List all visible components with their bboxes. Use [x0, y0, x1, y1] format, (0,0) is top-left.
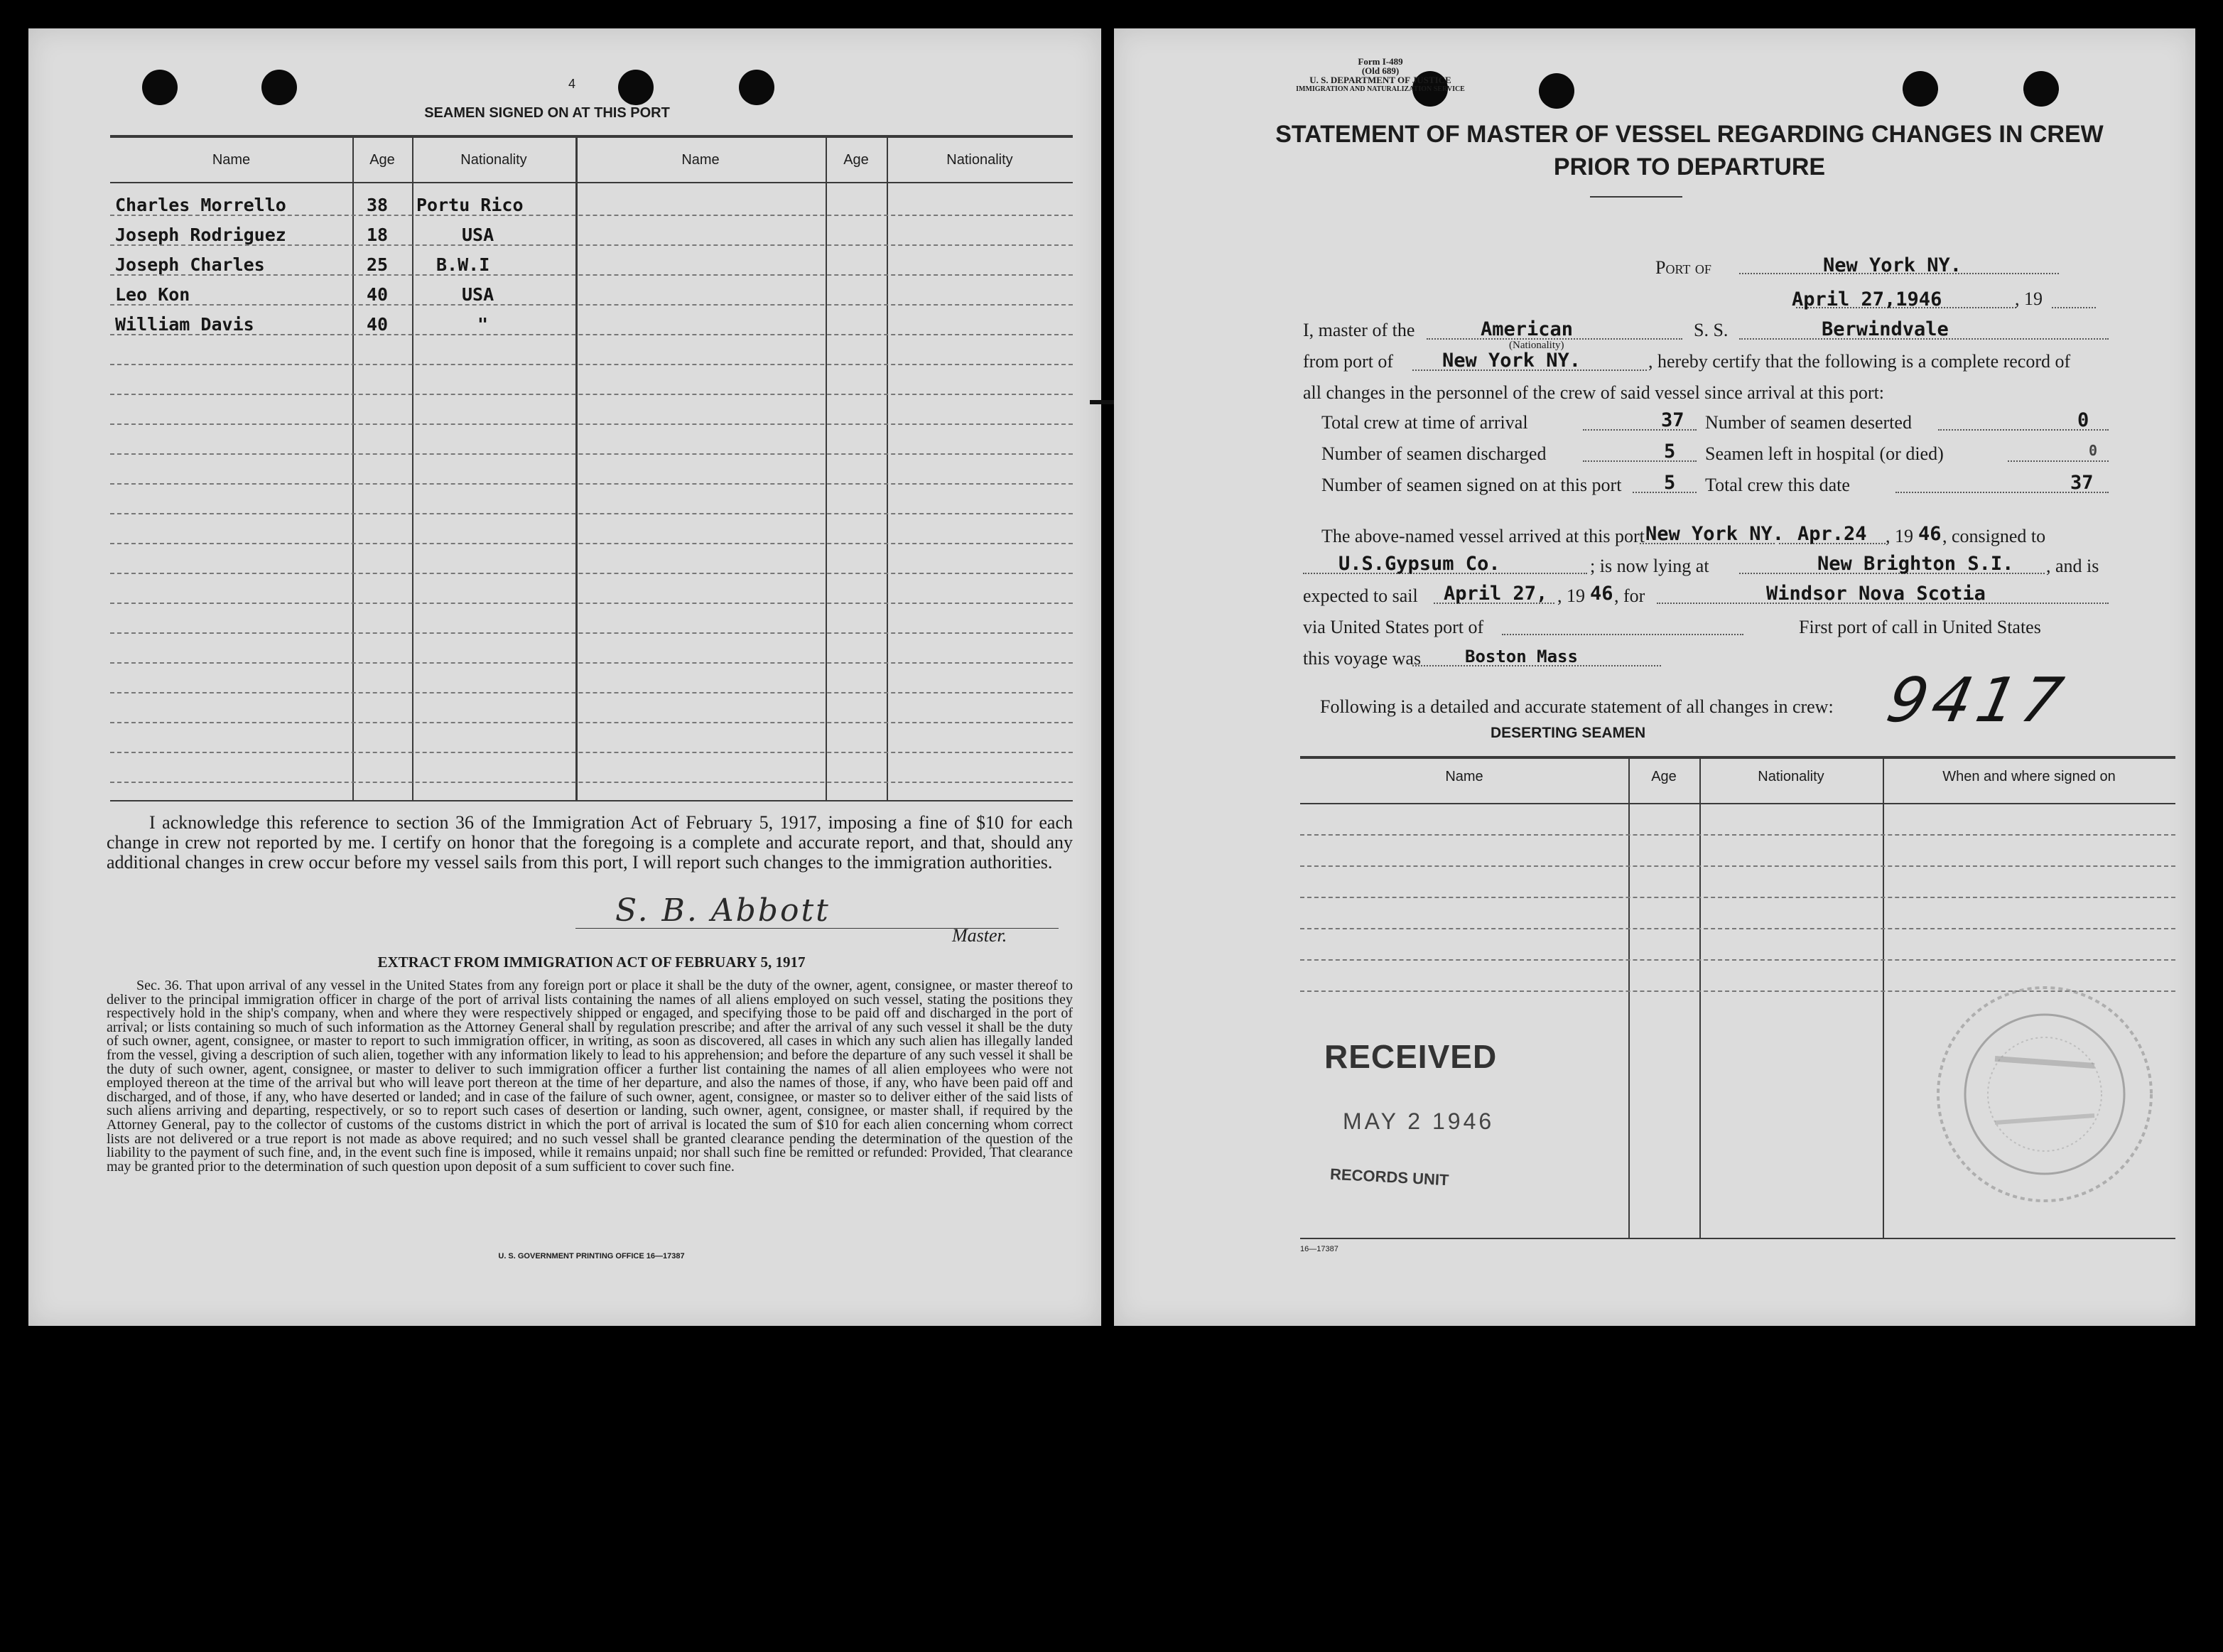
table-divider — [826, 136, 827, 800]
and-is-text: , and is — [2046, 556, 2099, 576]
arrived-text: The above-named vessel arrived at this port — [1321, 526, 1645, 546]
changes-text: all changes in the personnel of the crew of said vessel since arrival at this port: — [1303, 382, 1885, 403]
table-divider — [1699, 757, 1701, 1238]
row-rule — [110, 304, 1073, 306]
sail-date: April 27, — [1444, 583, 1548, 605]
table-cell-nationality: Portu Rico — [416, 195, 524, 215]
col-header-age-2: Age — [843, 152, 869, 168]
table-cell-name: Leo Kon — [115, 284, 190, 305]
received-date-stamp: MAY 2 1946 — [1343, 1108, 1495, 1134]
for-text: , for — [1614, 585, 1645, 606]
table-cell-name: Joseph Charles — [115, 254, 265, 275]
deserting-col-name: Name — [1445, 769, 1483, 784]
punch-hole — [261, 70, 297, 105]
table-cell-name: Charles Morrello — [115, 195, 286, 215]
col-header-nationality: Nationality — [460, 152, 527, 168]
row-rule — [1300, 897, 2175, 898]
lying-text: ; is now lying at — [1590, 556, 1709, 576]
row-rule — [1300, 865, 2175, 867]
via-text: via United States port of — [1303, 617, 1484, 637]
left-page — [28, 28, 1101, 1326]
row-rule — [110, 752, 1073, 753]
ship-name: Berwindvale — [1822, 318, 1949, 340]
arrived-year: 46 — [1918, 523, 1942, 545]
title-line-1: STATEMENT OF MASTER OF VESSEL REGARDING CHANGES IN CREW — [1275, 121, 2104, 148]
row-rule — [1300, 834, 2175, 836]
acknowledgement-text: I acknowledge this reference to section 36 of the Immigration Act of February 5, 1917, imposing a fine of $10 for each change in crew not reported by me. I certify on honor that the foregoing is a complete and accurate report, and that, should any additional changes in crew occur before my vessel sails from this port, I will report such changes to the immigration authorities. — [107, 812, 1073, 873]
punch-hole — [2023, 71, 2059, 107]
table-divider — [412, 136, 413, 800]
form-old-number: (Old 689) — [1361, 65, 1400, 76]
stat-right-value: 0 — [2077, 409, 2089, 431]
row-rule — [110, 573, 1073, 574]
sail-year-prefix: , 19 — [1557, 585, 1585, 606]
following-text: Following is a detailed and accurate statement of all changes in crew: — [1320, 696, 1834, 717]
deserting-col-age: Age — [1651, 769, 1677, 784]
printing-office: U. S. GOVERNMENT PRINTING OFFICE 16—17387 — [498, 1252, 685, 1260]
stat-right-label: Number of seamen deserted — [1705, 412, 1912, 433]
footer-code: 16—17387 — [1300, 1245, 1338, 1253]
document-title — [1256, 118, 2123, 183]
port-label: Port of — [1655, 257, 1711, 278]
table-cell-nationality: " — [477, 314, 489, 335]
row-rule — [110, 662, 1073, 664]
date-suffix: , 19 — [2015, 288, 2043, 309]
arrived-year-prefix: , 19 — [1886, 526, 1913, 546]
year-fill — [2052, 307, 2096, 308]
department: U. S. DEPARTMENT OF JUSTICE — [1309, 75, 1451, 85]
service: IMMIGRATION AND NATURALIZATION SERVICE — [1296, 85, 1465, 93]
arrived-date: Apr.24 — [1797, 523, 1867, 545]
form-number: Form I-489 — [1358, 56, 1403, 67]
punch-hole — [618, 70, 654, 105]
first-port-text: First port of call in United States — [1799, 617, 2041, 637]
row-rule — [110, 722, 1073, 723]
master-of-label: I, master of the — [1303, 320, 1415, 340]
page-number: 4 — [568, 77, 576, 91]
via-fill — [1502, 634, 1743, 635]
deserting-header-rule — [1300, 803, 2175, 804]
table-cell-nationality: B.W.I — [436, 254, 490, 275]
table-header-rule — [110, 182, 1073, 183]
stat-right-label: Seamen left in hospital (or died) — [1705, 443, 1944, 464]
row-rule — [110, 394, 1073, 395]
ss-label: S. S. — [1694, 320, 1729, 340]
master-label: Master. — [952, 925, 1007, 946]
certify-text: , hereby certify that the following is a complete record of — [1648, 351, 2071, 372]
section-title: SEAMEN SIGNED ON AT THIS PORT — [424, 105, 670, 121]
row-rule — [110, 782, 1073, 783]
form-header — [1292, 57, 1469, 94]
table-cell-nationality: USA — [462, 225, 494, 245]
first-port-value: Boston Mass — [1465, 647, 1578, 666]
master-signature: S. B. Abbott — [615, 892, 831, 929]
table-top-rule — [110, 135, 1073, 138]
punch-hole — [142, 70, 178, 105]
stat-right-value: 37 — [2070, 472, 2094, 494]
date-value: April 27,1946 — [1792, 288, 1942, 311]
from-port-label: from port of — [1303, 351, 1394, 372]
row-rule — [1300, 928, 2175, 929]
from-port-value: New York NY. — [1442, 350, 1581, 372]
deserting-table-bottom — [1300, 1238, 2175, 1239]
table-bottom-rule — [110, 800, 1073, 801]
row-rule — [110, 423, 1073, 425]
stat-right-label: Total crew this date — [1705, 475, 1850, 495]
table-divider — [1883, 757, 1884, 1238]
table-divider — [352, 136, 354, 800]
lying-at: New Brighton S.I. — [1817, 553, 2014, 575]
consignee: U.S.Gypsum Co. — [1338, 553, 1500, 575]
port-value: New York NY. — [1823, 254, 1962, 276]
table-cell-age: 40 — [367, 284, 389, 305]
deserting-title: DESERTING SEAMEN — [1491, 725, 1646, 741]
table-cell-age: 25 — [367, 254, 389, 275]
circular-seal — [1917, 966, 2173, 1222]
row-rule — [110, 632, 1073, 634]
punch-hole — [1903, 71, 1938, 107]
records-unit-stamp: RECORDS UNIT — [1329, 1165, 1450, 1189]
table-cell-nationality: USA — [462, 284, 494, 305]
nationality-value: American — [1481, 318, 1574, 340]
table-divider — [1628, 757, 1630, 1238]
right-page — [1114, 28, 2195, 1326]
punch-hole — [1539, 73, 1574, 109]
table-cell-age: 38 — [367, 195, 389, 215]
row-rule — [110, 334, 1073, 335]
table-cell-age: 18 — [367, 225, 389, 245]
row-rule — [1300, 959, 2175, 961]
col-header-age: Age — [369, 152, 395, 168]
stat-value: 5 — [1664, 472, 1676, 494]
nationality-caption: (Nationality) — [1509, 340, 1564, 351]
stat-fill — [1583, 460, 1697, 462]
extract-text: Sec. 36. That upon arrival of any vessel in the United States from any foreign port or place it shall be the duty of the owner, agent, consignee, or master thereof to deliver to the principal immigration officer in charge of the port of arrival lists containing the names of all aliens employed on such vessel, stating the positions they respectively hold in the ship's company, when and where they were respectively shipped or engaged, and specifying those to be paid off and discharged in the port of arrival; or lists containing so much of such information as the Attorney General shall by regulation prescribe; and after the arrival of any such vessel it shall be the duty of such owner, agent, consignee, or master to report to such immigration officer, in writing, as soon as discovered, all cases in which any such alien has illegally landed from the vessel, giving a description of such alien, together with any information likely to lead to his apprehension; and before the departure of any such vessel it shall be the duty of such owner, agent, consignee, or master to deliver to such immigration officer a further list containing the names of all alien employees who were not employed thereon at the time of the arrival but who will leave port thereon at the time of her departure, and also the names of those, if any, who have been paid off and discharged, and of those, if any, who have deserted or landed; and in case of the failure of such owner, agent, consignee, or master so to deliver either of the said lists of such aliens arriving and departing, respectively, or so to report such cases of desertion or landing, such owner, agent, consignee, or master shall, if required by the Attorney General, pay to the collector of customs of the customs district in which the port of arrival is located the sum of $10 for each alien concerning whom correct lists are not delivered or a true report is not made as above required; and no such vessel shall be granted clearance pending the determination of the question of the liability to the payment of such fine, and, in the event such fine is imposed, while it remains unpaid; nor shall such fine be remitted or refunded: Provided, That clearance may be granted prior to the determination of such question upon deposit of a sum sufficient to cover such fine. — [107, 978, 1073, 1175]
stat-value: 37 — [1661, 409, 1684, 431]
title-line-2: PRIOR TO DEPARTURE — [1553, 153, 1826, 180]
stat-right-fill — [2008, 460, 2109, 462]
stat-right-value: 0 — [2089, 442, 2098, 459]
row-rule — [110, 692, 1073, 693]
stat-value: 5 — [1664, 441, 1676, 463]
col-header-nationality-2: Nationality — [946, 152, 1013, 168]
consigned-text: , consigned to — [1942, 526, 2046, 546]
received-stamp: RECEIVED — [1324, 1038, 1498, 1075]
row-rule — [110, 453, 1073, 455]
voyage-text: this voyage was — [1303, 648, 1422, 669]
table-cell-name: William Davis — [115, 314, 254, 335]
expected-text: expected to sail — [1303, 585, 1418, 606]
row-rule — [110, 364, 1073, 365]
stat-label: Number of seamen signed on at this port — [1321, 475, 1622, 495]
deserting-col-signed-on: When and where signed on — [1942, 769, 2116, 784]
table-cell-age: 40 — [367, 314, 389, 335]
handwritten-number: 9417 — [1881, 665, 2075, 736]
stat-label: Total crew at time of arrival — [1321, 412, 1528, 433]
table-divider — [887, 136, 888, 800]
table-divider — [575, 136, 578, 800]
row-rule — [110, 483, 1073, 485]
stat-label: Number of seamen discharged — [1321, 443, 1547, 464]
row-rule — [110, 513, 1073, 514]
deserting-col-nationality: Nationality — [1758, 769, 1824, 784]
col-header-name: Name — [212, 152, 251, 168]
destination: Windsor Nova Scotia — [1766, 583, 1986, 605]
table-cell-name: Joseph Rodriguez — [115, 225, 286, 245]
extract-title: EXTRACT FROM IMMIGRATION ACT OF FEBRUARY 5, 1917 — [377, 954, 806, 971]
arrived-port: New York NY. — [1645, 523, 1785, 545]
deserting-table-top — [1300, 756, 2175, 759]
row-rule — [110, 543, 1073, 544]
sail-year: 46 — [1590, 583, 1613, 605]
row-rule — [110, 603, 1073, 604]
title-underline — [1590, 196, 1682, 198]
col-header-name-2: Name — [681, 152, 720, 168]
punch-hole — [739, 70, 774, 105]
